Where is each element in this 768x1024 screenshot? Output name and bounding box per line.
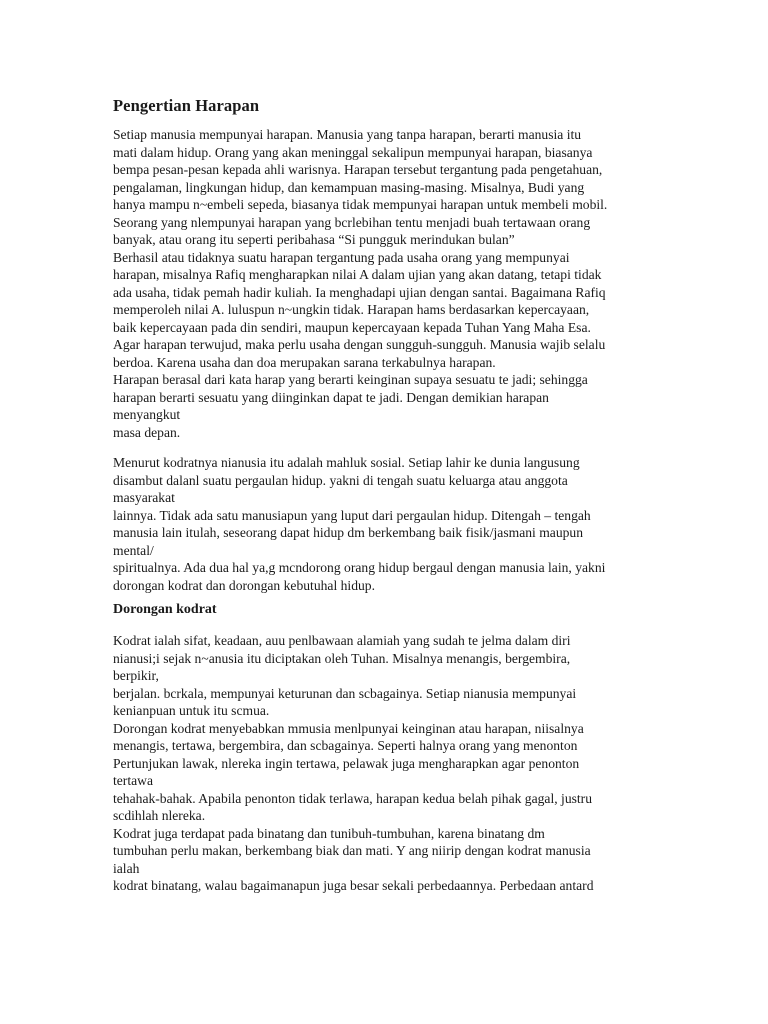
text-line: hanya mampu n~embeli sepeda, biasanya tidak mempunyai harapan untuk membeli mobil. (113, 197, 608, 212)
text-line: berpikir, (113, 668, 159, 683)
text-line: spiritualnya. Ada dua hal ya,g mcndorong orang hidup bergaul dengan manusia lain, yakni (113, 560, 606, 575)
text-line: ialah (113, 860, 140, 876)
section-heading: Dorongan kodrat (113, 602, 217, 617)
text-line: mental/ (113, 542, 154, 558)
text-line: tumbuhan perlu makan, berkembang biak dan mati. Y ang niirip dengan kodrat manusia (113, 843, 591, 858)
text-line: disambut dalanl suatu pergaulan hidup. yakni di tengah suatu keluarga atau anggota (113, 472, 568, 488)
text-line: Seorang yang nlempunyai harapan yang bcrlebihan tentu menjadi buah tertawaan orang (113, 214, 591, 230)
text-line: Setiap manusia mempunyai harapan. Manusia yang tanpa harapan, berarti manusia itu (113, 127, 582, 142)
text-line: banyak, atau orang itu seperti peribahasa “Si pungguk merindukan bulan” (113, 232, 515, 247)
text-line: kodrat binatang, walau bagaimanapun juga besar sekali perbedaannya. Perbedaan antard (113, 878, 594, 893)
paragraph-block-2 (113, 454, 605, 594)
text-line: menyangkut (113, 407, 181, 422)
text-line: nianusi;i sejak n~anusia itu diciptakan oleh Tuhan. Misalnya menangis, bergembira, (113, 650, 571, 666)
text-line: tehahak-bahak. Apabila penonton tidak terlawa, harapan kedua belah pihak gagal, justru (113, 790, 593, 806)
text-line: lainnya. Tidak ada satu manusiapun yang luput dari pergaulan hidup. Ditengah – tengah (113, 507, 591, 523)
text-line: baik kepercayaan pada din sendiri, maupun kepercayaan kepada Tuhan Yang Maha Esa. (113, 319, 591, 335)
text-line: menangis, tertawa, bergembira, dan scbagainya. Seperti halnya orang yang menonton (113, 738, 578, 753)
text-line: dorongan kodrat dan dorongan kebutuhal hidup. (113, 577, 375, 593)
paragraph-block-1 (113, 126, 607, 441)
text-line: Kodrat juga terdapat pada binatang dan tunibuh-tumbuhan, karena binatang dm (113, 825, 545, 841)
text-line: Berhasil atau tidaknya suatu harapan tergantung pada usaha orang yang mempunyai (113, 249, 570, 265)
paragraph-block-3 (113, 632, 594, 895)
document-title: Pengertian Harapan (113, 96, 260, 115)
text-line: masa depan. (113, 424, 181, 440)
text-line: berjalan. bcrkala, mempunyai keturunan dan scbagainya. Setiap nianusia mempunyai (113, 685, 577, 701)
text-line: memperoleh nilai A. luluspun n~ungkin tidak. Harapan hams berdasarkan kepercayaan, (113, 302, 590, 317)
text-line: Menurut kodratnya nianusia itu adalah mahluk sosial. Setiap lahir ke dunia langusung (113, 455, 580, 470)
text-line: mati dalam hidup. Orang yang akan meninggal sekalipun mempunyai harapan, biasanya (113, 144, 593, 160)
text-line: scdihlah nlereka. (113, 808, 206, 823)
text-line: masyarakat (113, 490, 175, 505)
text-line: bempa pesan-pesan kepada ahli warisnya. Harapan tersebut tergantung pada pengetahuan, (113, 162, 603, 177)
text-line: kenianpuan untuk itu scmua. (113, 703, 270, 718)
text-line: Pertunjukan lawak, nlereka ingin tertawa, pelawak juga mengharapkan agar penonton (113, 755, 580, 771)
text-line: Dorongan kodrat menyebabkan mmusia menlpunyai keinginan atau harapan, niisalnya (113, 720, 584, 736)
text-line: Harapan berasal dari kata harap yang berarti keinginan supaya sesuatu te jadi; sehingga (113, 372, 588, 387)
text-line: Agar harapan terwujud, maka perlu usaha dengan sungguh-sungguh. Manusia wajib selalu (113, 337, 606, 352)
text-line: pengalaman, lingkungan hidup, dan kemampuan masing-masing. Misalnya, Budi yang (113, 179, 585, 195)
text-line: harapan berarti sesuatu yang diinginkan dapat te jadi. Dengan demikian harapan (113, 389, 549, 405)
text-line: tertawa (113, 773, 153, 788)
text-line: harapan, misalnya Rafiq mengharapkan nilai A dalam ujian yang akan datang, tetapi tidak (113, 267, 602, 282)
text-line: berdoa. Karena usaha dan doa merupakan sarana terkabulnya harapan. (113, 354, 496, 370)
text-line: Kodrat ialah sifat, keadaan, auu penlbawaan alamiah yang sudah te jelma dalam diri (113, 633, 571, 648)
text-line: ada usaha, tidak pemah hadir kuliah. Ia menghadapi ujian dengan santai. Bagaimana Rafiq (113, 284, 606, 300)
text-line: manusia lain itulah, seseorang dapat hidup dm berkembang baik fisik/jasmani maupun (113, 525, 584, 540)
